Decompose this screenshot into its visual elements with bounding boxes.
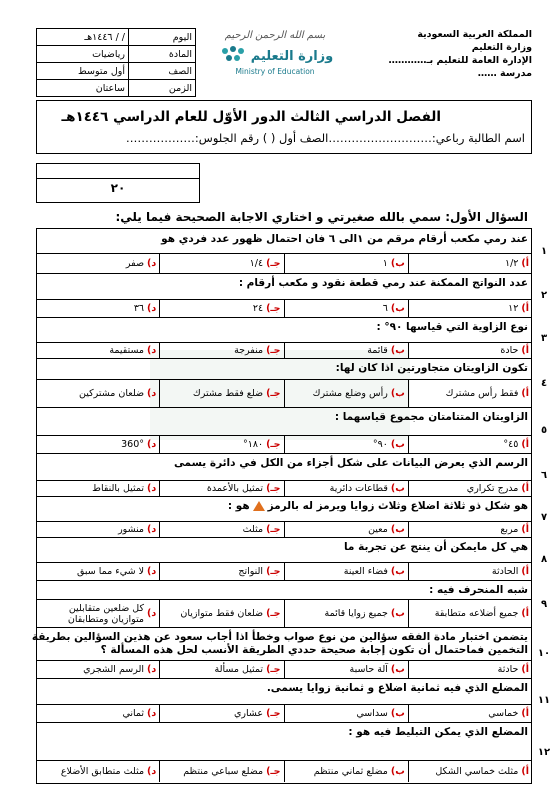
options-row — [36, 760, 532, 782]
option-text: مربع — [500, 524, 519, 535]
kingdom-label: المملكة العربية السعودية — [417, 29, 532, 40]
option-text: ٤٥° — [503, 439, 519, 450]
option-key: جـ) — [266, 483, 281, 494]
option-text: ١/٢ — [504, 258, 519, 269]
option-text: ١ — [382, 258, 388, 269]
option-key: أ) — [521, 303, 529, 314]
option-text: مستقيمة — [109, 345, 145, 356]
answer-option[interactable] — [36, 343, 159, 358]
option-key: جـ) — [266, 708, 281, 719]
option-key: د) — [147, 708, 157, 719]
option-key: د) — [147, 566, 157, 577]
question-text: تكون الزاويتان متجاورتين اذا كان لها: — [335, 362, 528, 374]
options-row — [36, 480, 532, 496]
answer-option[interactable] — [408, 343, 532, 358]
answer-option[interactable] — [36, 481, 159, 496]
option-text: مدرج تكراري — [466, 483, 519, 494]
info-value: / / ١٤٤٦هـ — [37, 29, 129, 46]
answer-option[interactable] — [284, 661, 408, 678]
question-text: شبه المنحرف فيه : — [429, 584, 528, 596]
options-row — [36, 704, 532, 722]
answer-option[interactable] — [284, 600, 408, 627]
answer-option[interactable] — [36, 761, 159, 782]
answer-option[interactable] — [159, 254, 283, 273]
option-text: معين — [368, 524, 388, 535]
option-text: عشاري — [234, 708, 264, 719]
option-key: ب) — [390, 345, 405, 356]
option-key: جـ) — [266, 524, 281, 535]
question-row — [31, 627, 551, 678]
answer-option[interactable] — [159, 661, 283, 678]
answer-option[interactable] — [408, 761, 532, 782]
option-key: ب) — [390, 439, 405, 450]
option-text: ١/٤ — [249, 258, 264, 269]
option-key: جـ) — [266, 608, 281, 619]
option-text: مثلث — [242, 524, 264, 535]
triangle-icon — [253, 501, 265, 511]
option-key: أ) — [521, 439, 529, 450]
option-text: الرسم الشجري — [83, 664, 145, 675]
option-text: منفرجة — [234, 345, 264, 356]
option-key: جـ) — [266, 766, 281, 777]
exam-info-table — [36, 28, 196, 97]
answer-option[interactable] — [408, 436, 532, 453]
question-number: ١ — [540, 245, 548, 257]
option-text: ضلع فقط مشترك — [192, 388, 264, 399]
question-text: المضلع الذي فيه ثمانية اضلاع و ثمانية زوايا يسمى. — [266, 682, 528, 694]
option-text: ٦ — [382, 303, 388, 314]
question-row — [36, 722, 551, 782]
option-text: ١٢ — [508, 303, 519, 314]
question-text-suffix: هو : — [227, 500, 250, 512]
option-key: جـ) — [266, 439, 281, 450]
question-number: ٣ — [540, 332, 548, 344]
question-row — [36, 358, 548, 407]
option-text: رأس وضلع مشترك — [312, 388, 388, 399]
answer-option[interactable] — [159, 522, 283, 537]
question-text: عند رمي مكعب أرقام مرقم من ١الى ٦ فان احتمال ظهور عدد فردي هو — [161, 233, 528, 245]
question-row — [36, 580, 548, 627]
answer-option[interactable] — [408, 300, 532, 317]
directorate-label: الإدارة العامة للتعليم بـ………… — [388, 55, 532, 66]
option-text: لا شيء مما سبق — [76, 566, 145, 577]
question-row — [36, 453, 548, 496]
option-text: مثلث خماسي الشكل — [435, 766, 519, 777]
options-row — [36, 342, 532, 358]
score-total: ٢٠ — [110, 181, 126, 195]
option-key: ب) — [390, 524, 405, 535]
option-key: جـ) — [266, 345, 281, 356]
answer-option[interactable] — [408, 522, 532, 537]
logo-text-ar: وزارة التعليم — [250, 48, 334, 64]
question-row — [36, 407, 548, 453]
answer-option[interactable] — [36, 661, 159, 678]
options-row — [36, 599, 532, 627]
answer-option[interactable] — [284, 563, 408, 580]
option-key: ب) — [390, 708, 405, 719]
option-key: د) — [147, 664, 157, 675]
answer-option[interactable] — [36, 436, 159, 453]
question-row — [36, 273, 548, 317]
option-key: د) — [147, 766, 157, 777]
info-label: الصف — [129, 63, 196, 80]
option-key: د) — [147, 388, 157, 399]
option-key: أ) — [521, 708, 529, 719]
answer-option[interactable] — [36, 522, 159, 537]
question-number: ١٢ — [537, 747, 551, 758]
option-key: ب) — [390, 258, 405, 269]
option-text: قطاعات دائرية — [329, 483, 388, 494]
info-label: المادة — [129, 46, 196, 63]
answer-option[interactable] — [36, 300, 159, 317]
question-number: ٧ — [540, 511, 548, 523]
answer-option[interactable] — [284, 343, 408, 358]
option-text: منشور — [118, 524, 145, 535]
answer-option[interactable] — [159, 343, 283, 358]
answer-option[interactable] — [408, 481, 532, 496]
question-row — [36, 496, 548, 537]
option-key: د) — [147, 345, 157, 356]
answer-option[interactable] — [36, 254, 159, 273]
question-row — [36, 678, 551, 722]
option-text: حادة — [500, 345, 519, 356]
option-text: ١٨٠° — [243, 439, 264, 450]
school-header — [382, 28, 532, 96]
option-key: ب) — [390, 608, 405, 619]
info-value: ساعتان — [37, 80, 129, 97]
logo-icon — [217, 45, 247, 67]
option-text: ضلعان مشتركين — [79, 388, 145, 399]
option-text: حادثة — [497, 664, 519, 675]
option-text: خماسي — [488, 708, 519, 719]
option-key: أ) — [521, 345, 529, 356]
option-text: جميع أضلاعه متطابقة — [434, 608, 519, 619]
option-text: كل ضلعين متقابلين متوازيان ومتطابقان — [67, 602, 145, 625]
answer-option[interactable] — [408, 600, 532, 627]
option-text: الحادثة — [491, 566, 519, 577]
answer-option[interactable] — [36, 563, 159, 580]
option-text: تمثيل مسألة — [214, 664, 264, 675]
question-row — [36, 537, 548, 580]
score-divider — [37, 178, 199, 179]
options-row — [36, 562, 532, 580]
answer-option[interactable] — [284, 705, 408, 722]
option-text: قائمة — [367, 345, 388, 356]
option-key: أ) — [521, 258, 529, 269]
question-text: هو شكل ذو ثلاثة اضلاع وثلاث زوايا ويرمز له بالرمزهو : — [227, 500, 528, 512]
option-text: تمثيل بالأعمدة — [206, 483, 264, 494]
option-key: د) — [147, 303, 157, 314]
option-key: ب) — [390, 483, 405, 494]
answer-option[interactable] — [408, 661, 532, 678]
options-row — [36, 379, 532, 407]
option-text: جميع زوايا قائمة — [324, 608, 388, 619]
option-text: صفر — [125, 258, 145, 269]
option-key: د) — [147, 608, 157, 619]
question-row — [36, 230, 548, 273]
options-row — [36, 660, 532, 678]
exam-title-box — [36, 100, 532, 154]
answer-option[interactable] — [408, 563, 532, 580]
options-row — [36, 299, 532, 317]
option-key: جـ) — [266, 258, 281, 269]
answer-option[interactable] — [159, 761, 283, 782]
option-key: أ) — [521, 664, 529, 675]
option-text: سداسي — [356, 708, 388, 719]
option-key: أ) — [521, 566, 529, 577]
answer-option[interactable] — [159, 600, 283, 627]
question-number: ٨ — [540, 553, 548, 565]
option-text: ٣٦ — [133, 303, 145, 314]
question-number: ١١ — [537, 695, 551, 706]
option-key: د) — [147, 439, 157, 450]
answer-option[interactable] — [159, 380, 283, 407]
question-text: الرسم الذي يعرض البيانات على شكل أجزاء من الكل في دائرة يسمى — [173, 457, 528, 469]
option-text: ضلعان فقط متوازيان — [180, 608, 264, 619]
answer-option[interactable] — [284, 761, 408, 782]
answer-option[interactable] — [284, 436, 408, 453]
ministry-logo — [205, 30, 345, 90]
answer-option[interactable] — [284, 300, 408, 317]
option-key: جـ) — [266, 566, 281, 577]
option-key: ب) — [390, 566, 405, 577]
option-key: أ) — [521, 388, 529, 399]
option-key: أ) — [521, 766, 529, 777]
info-value: رياضيات — [37, 46, 129, 63]
option-key: د) — [147, 258, 157, 269]
answer-option[interactable] — [284, 481, 408, 496]
option-text: مثلث متطابق الأضلاع — [60, 766, 145, 777]
option-text: مضلع ثماني منتظم — [313, 766, 388, 777]
options-row — [36, 253, 532, 273]
question-number: ١٠ — [537, 647, 551, 659]
answer-option[interactable] — [284, 380, 408, 407]
answer-option[interactable] — [36, 380, 159, 407]
answer-option[interactable] — [284, 254, 408, 273]
option-key: أ) — [521, 524, 529, 535]
option-key: جـ) — [266, 664, 281, 675]
option-text: تمثيل بالنقاط — [92, 483, 145, 494]
ministry-label: وزارة التعليم — [471, 42, 532, 53]
option-text: ٢٤ — [252, 303, 264, 314]
option-key: أ) — [521, 608, 529, 619]
option-key: جـ) — [266, 303, 281, 314]
option-text: فضاء العينة — [343, 566, 388, 577]
question-text: يتضمن اختبار مادة الفقه سؤالين من نوع صواب وخطأ اذا أجاب سعود عن هذين السؤالين بطريقة — [31, 631, 528, 643]
info-label: الزمن — [129, 80, 196, 97]
option-key: د) — [147, 483, 157, 494]
answer-option[interactable] — [159, 436, 283, 453]
info-value: أول متوسط — [37, 63, 129, 80]
option-key: ب) — [390, 388, 405, 399]
answer-option[interactable] — [159, 481, 283, 496]
answer-option[interactable] — [159, 563, 283, 580]
section-title: السؤال الأول: سمي بالله صغيرتي و اختاري الاجابة الصحيحة فيما يلي: — [115, 210, 528, 224]
option-key: جـ) — [266, 388, 281, 399]
student-info-line: اسم الطالبة رباعي:………………………الصف أول ( ) رقم الجلوس:……………… — [125, 131, 525, 145]
question-text: الزاويتان المتتامتان مجموع قياسهما : — [334, 411, 528, 423]
question-number: ٦ — [540, 469, 548, 481]
options-row — [36, 435, 532, 453]
question-number: ٢ — [540, 290, 548, 301]
option-key: د) — [147, 524, 157, 535]
answer-option[interactable] — [408, 380, 532, 407]
option-key: أ) — [521, 483, 529, 494]
score-box — [36, 163, 200, 203]
option-key: ب) — [390, 766, 405, 777]
option-key: ب) — [390, 303, 405, 314]
option-text: 360° — [121, 439, 145, 450]
question-text: المضلع الذي يمكن التبليط فيه هو : — [348, 726, 528, 738]
option-text: ٩٠° — [372, 439, 388, 450]
school-label: مدرسة …… — [477, 68, 532, 79]
option-text: ثماني — [122, 708, 145, 719]
answer-option[interactable] — [159, 300, 283, 317]
info-label: اليوم — [129, 29, 196, 46]
exam-title: الفصل الدراسي الثالث الدور الأوّل للعام الدراسي ١٤٤٦هـ — [61, 109, 441, 125]
answer-option[interactable] — [284, 522, 408, 537]
option-text: آلة حاسبة — [349, 664, 388, 675]
answer-option[interactable] — [36, 705, 159, 722]
question-text: نوع الزاوية التي قياسها ٩٠° : — [376, 321, 528, 333]
question-number: ٩ — [540, 598, 548, 610]
basmala: بسم الله الرحمن الرحيم — [224, 30, 326, 41]
logo-text-en: Ministry of Education — [235, 67, 315, 76]
question-text-line2: التخمين فماحتمال أن تكون إجابة صحيحة حددي الطريقة الأنسب لحل هذه المسألة ؟ — [100, 644, 528, 656]
question-row — [36, 317, 548, 358]
options-row — [36, 521, 532, 537]
option-text: فقط رأس مشترك — [445, 388, 519, 399]
option-key: ب) — [390, 664, 405, 675]
question-text: عدد النواتج الممكنة عند رمي قطعة نقود و مكعب أرقام : — [238, 277, 528, 289]
option-text: مضلع سباعي منتظم — [183, 766, 264, 777]
option-text: النواتج — [238, 566, 264, 577]
answer-option[interactable] — [36, 600, 159, 627]
question-text: هي كل مايمكن أن ينتج عن تجربة ما — [343, 541, 528, 553]
question-number: ٥ — [540, 425, 548, 436]
question-number: ٤ — [540, 377, 548, 389]
answer-option[interactable] — [408, 254, 532, 273]
answer-option[interactable] — [408, 705, 532, 722]
answer-option[interactable] — [159, 705, 283, 722]
